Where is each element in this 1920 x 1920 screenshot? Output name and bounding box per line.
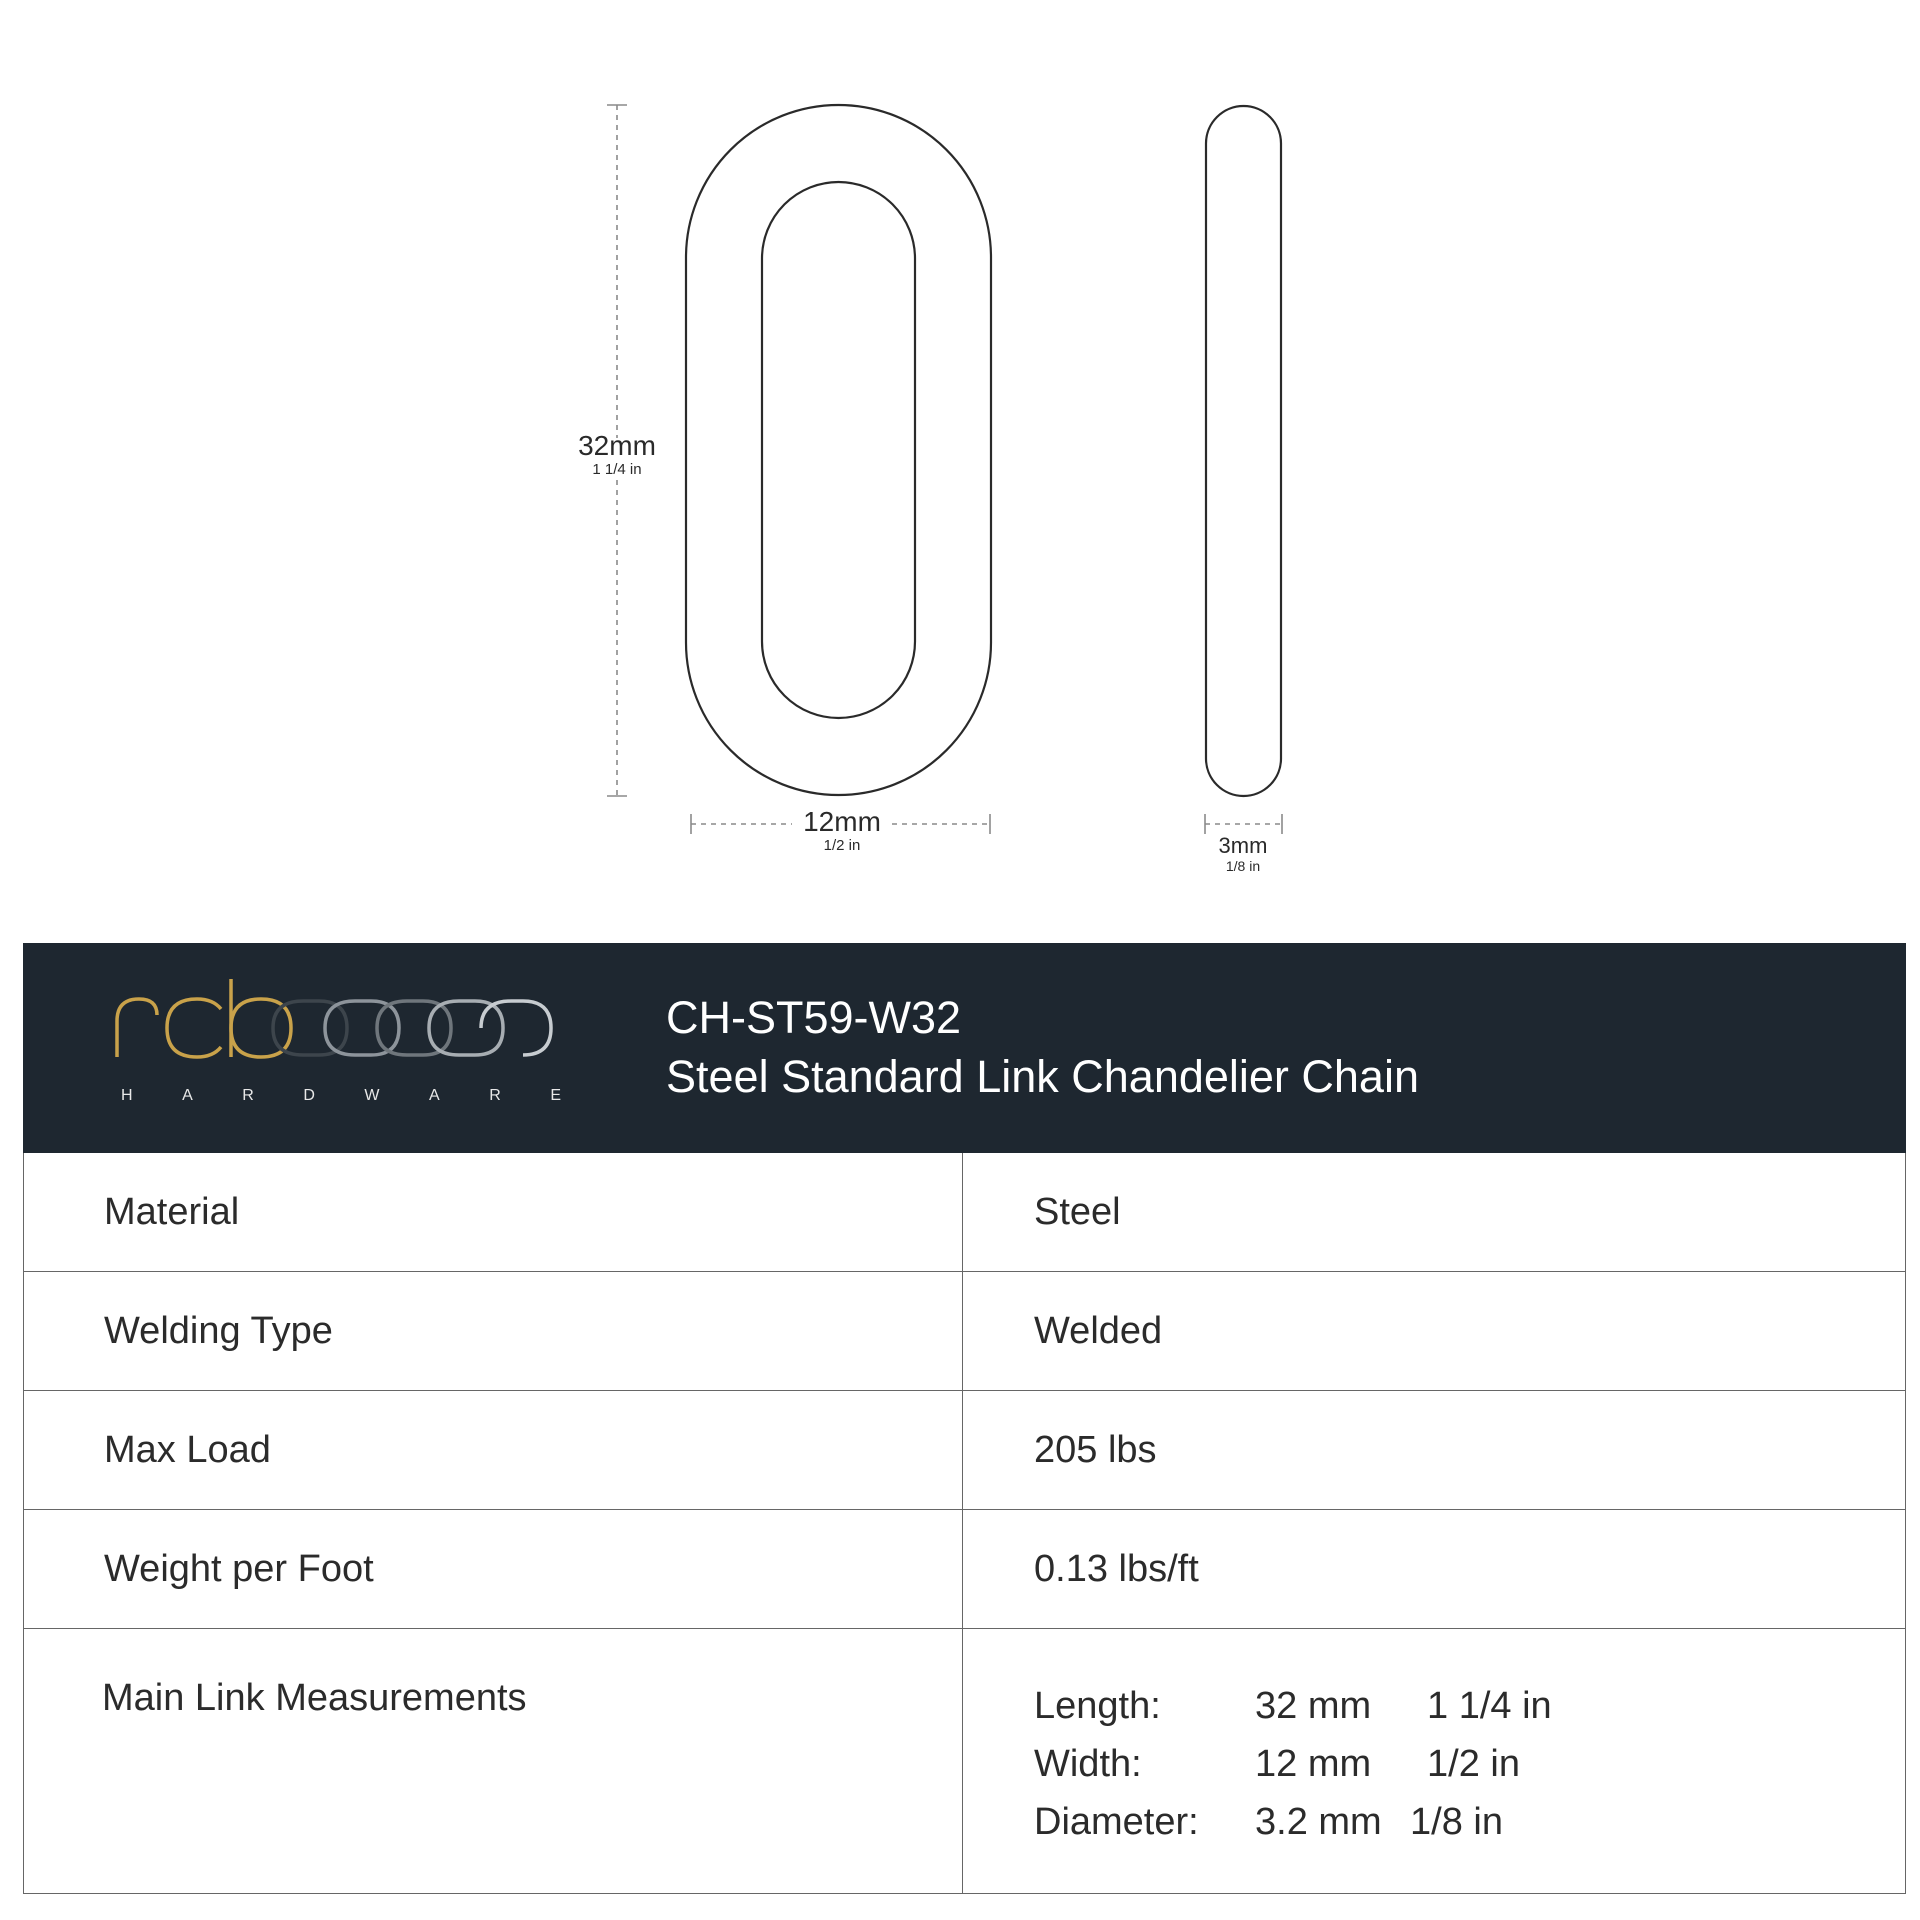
spec-value: 205 lbs bbox=[1034, 1428, 1157, 1471]
width-mm: 12mm bbox=[803, 806, 881, 837]
spec-row-max-load bbox=[24, 1391, 1905, 1510]
spec-row-welding-type bbox=[24, 1272, 1905, 1391]
measurement-in: 1/8 in bbox=[1410, 1800, 1503, 1843]
spec-table bbox=[23, 1153, 1906, 1894]
measurement-mm: 3.2 mm bbox=[1255, 1800, 1382, 1843]
spec-header bbox=[23, 943, 1906, 1153]
product-name: Steel Standard Link Chandelier Chain bbox=[666, 1051, 1419, 1102]
spec-label: Main Link Measurements bbox=[24, 1629, 963, 1893]
spec-label: Weight per Foot bbox=[24, 1510, 963, 1628]
thickness-label bbox=[1203, 834, 1283, 874]
thickness-mm: 3mm bbox=[1218, 833, 1268, 858]
link-diagram bbox=[0, 0, 1920, 930]
product-sku: CH-ST59-W32 bbox=[666, 992, 962, 1043]
spec-row-weight-per-foot bbox=[24, 1510, 1905, 1629]
spec-value: 0.13 lbs/ft bbox=[1034, 1547, 1199, 1590]
measurements-list bbox=[963, 1629, 1905, 1893]
measurement-in: 1 1/4 in bbox=[1427, 1684, 1552, 1727]
spec-row-main-link-measurements bbox=[24, 1629, 1905, 1893]
logo-subtitle bbox=[121, 1087, 561, 1109]
measurement-diameter bbox=[1034, 1793, 1503, 1851]
measurement-mm: 12 mm bbox=[1255, 1742, 1372, 1785]
link-drawing bbox=[0, 0, 1920, 930]
width-label bbox=[792, 807, 892, 854]
thickness-dimension-line bbox=[1205, 814, 1282, 834]
link-inner-outline bbox=[762, 182, 915, 718]
logo-sub-letter: E bbox=[550, 1087, 561, 1104]
spec-label: Welding Type bbox=[24, 1272, 963, 1390]
measurement-key: Width: bbox=[1034, 1742, 1142, 1785]
logo-sub-letter: H bbox=[121, 1087, 133, 1104]
length-mm: 32mm bbox=[578, 430, 656, 461]
measurement-key: Diameter: bbox=[1034, 1800, 1199, 1843]
length-in: 1 1/4 in bbox=[592, 461, 642, 478]
measurement-length bbox=[1034, 1677, 1552, 1735]
link-side-profile bbox=[1206, 106, 1281, 796]
width-in: 1/2 in bbox=[823, 837, 861, 854]
logo-sub-letter: R bbox=[242, 1087, 254, 1104]
logo-sub-letter: D bbox=[303, 1087, 315, 1104]
logo-mark bbox=[113, 979, 553, 1069]
measurement-mm: 32 mm bbox=[1255, 1684, 1372, 1727]
measurement-width bbox=[1034, 1735, 1520, 1793]
product-title-block bbox=[666, 989, 1419, 1107]
measurement-key: Length: bbox=[1034, 1684, 1161, 1727]
length-label bbox=[567, 431, 667, 478]
thickness-in: 1/8 in bbox=[1225, 858, 1261, 874]
logo-sub-letter: W bbox=[364, 1087, 380, 1104]
spec-label: Material bbox=[24, 1153, 963, 1271]
logo-sub-letter: A bbox=[429, 1087, 440, 1104]
logo-sub-letter: A bbox=[182, 1087, 193, 1104]
logo-sub-letter: R bbox=[489, 1087, 501, 1104]
spec-value: Steel bbox=[1034, 1190, 1121, 1233]
measurement-in: 1/2 in bbox=[1427, 1742, 1520, 1785]
link-outer-outline bbox=[686, 105, 991, 795]
spec-label: Max Load bbox=[24, 1391, 963, 1509]
spec-row-material bbox=[24, 1153, 1905, 1272]
spec-value: Welded bbox=[1034, 1309, 1163, 1352]
